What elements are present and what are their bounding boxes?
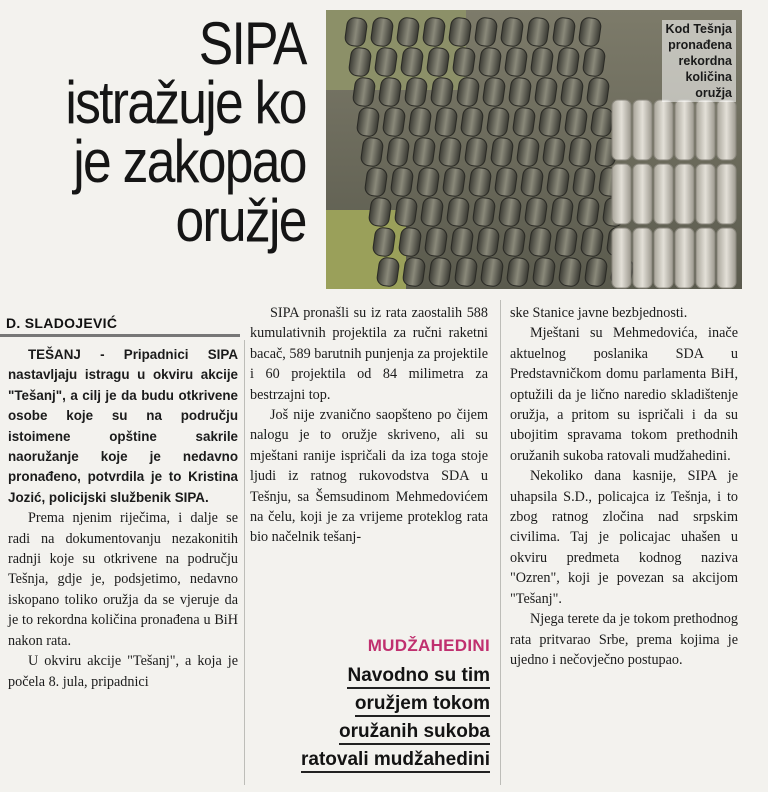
projectile-shape: [508, 77, 532, 108]
powder-bag-shape: [633, 164, 652, 224]
projectile-shape: [352, 77, 376, 108]
powder-bag-shape: [654, 100, 673, 160]
headline-line-2: istražuje ko: [65, 69, 306, 136]
projectile-shape: [402, 257, 426, 288]
projectile-shape: [376, 257, 400, 288]
projectile-shape: [478, 47, 502, 78]
projectile-shape: [590, 107, 614, 138]
paragraph: U okviru akcije "Tešanj", a koja je počela 8. jula, pripadnici: [8, 653, 238, 690]
photo-caption: [662, 20, 736, 102]
column-2: [250, 303, 488, 548]
article-photo: [326, 10, 742, 289]
projectile-shape: [556, 47, 580, 78]
projectile-shape: [408, 107, 432, 138]
projectile-shape: [582, 47, 606, 78]
projectile-shape: [382, 107, 406, 138]
byline-rule: [0, 334, 240, 337]
projectile-shape: [552, 17, 576, 48]
projectile-shape: [576, 197, 600, 228]
projectile-shape: [364, 167, 388, 198]
powder-bag-shape: [675, 228, 694, 288]
projectile-shape: [500, 17, 524, 48]
projectile-shape: [420, 197, 444, 228]
projectile-shape: [524, 197, 548, 228]
powder-bag-shape: [612, 228, 631, 288]
projectile-shape: [486, 107, 510, 138]
projectile-shape: [394, 197, 418, 228]
pullquote-line: Navodno su tim: [347, 665, 490, 689]
column-divider: [500, 300, 501, 785]
projectile-shape: [344, 17, 368, 48]
lead-paragraph: TEŠANJ - Pripadnici SIPA nastavljaju istragu u okviru akcije "Tešanj", a cilj je da budu otkrivene osobe koje su na području istoimene opštine sakrile naoružanje koje je nedavno pronađeno, potvrdila je to Kristina Jozić, policijski službenik SIPA.: [8, 347, 238, 505]
projectile-shape: [464, 137, 488, 168]
powder-bag-shape: [696, 228, 715, 288]
pullquote-text: [268, 662, 490, 774]
projectile-shape: [348, 47, 372, 78]
projectile-shape: [490, 137, 514, 168]
projectile-shape: [412, 137, 436, 168]
pullquote-label: MUDŽAHEDINI: [367, 636, 490, 655]
projectile-shape: [422, 17, 446, 48]
projectile-shape: [494, 167, 518, 198]
projectile-shape: [372, 227, 396, 258]
projectile-shape: [428, 257, 452, 288]
headline: [44, 10, 316, 254]
projectile-shape: [476, 227, 500, 258]
caption-line: pronađena: [668, 38, 732, 52]
headline-line-1: SIPA: [198, 10, 306, 77]
projectile-shape: [516, 137, 540, 168]
caption-line: rekordna: [678, 54, 732, 68]
bleed-through-text: [0, 250, 330, 306]
projectile-shape: [538, 107, 562, 138]
pullquote-line: oružjem tokom: [355, 693, 490, 717]
pullquote-line: oružanih sukoba: [339, 721, 490, 745]
projectile-shape: [386, 137, 410, 168]
caption-line: Kod Tešnja: [665, 22, 732, 36]
powder-bag-shape: [696, 100, 715, 160]
paragraph: Još nije zvanično saopšteno po čijem nalogu je to oružje skriveno, ali su mještani ranije ispričali da iza toga stoje ljudi iz ratnog rukovodstva SDA u Tešnju, sa Šemsudinom Mehmedovićem na čelu, koji je za vrijeme proteklog rata bio načelnik tešanj-: [250, 407, 488, 546]
projectile-shape: [378, 77, 402, 108]
caption-line: oružja: [695, 86, 732, 100]
projectile-shape: [498, 197, 522, 228]
projectile-shape: [482, 77, 506, 108]
powder-bag-shape: [717, 100, 736, 160]
projectile-shape: [526, 17, 550, 48]
projectile-shape: [456, 77, 480, 108]
projectile-shape: [564, 107, 588, 138]
projectile-shape: [468, 167, 492, 198]
projectile-shape: [434, 107, 458, 138]
powder-bag-shape: [717, 164, 736, 224]
projectile-shape: [450, 227, 474, 258]
powder-bag-shape: [717, 228, 736, 288]
powder-bag-shape: [696, 164, 715, 224]
projectile-shape: [452, 47, 476, 78]
projectile-shape: [446, 197, 470, 228]
paragraph: ske Stanice javne bezbjednosti.: [510, 305, 688, 321]
projectile-shape: [438, 137, 462, 168]
projectile-shape: [460, 107, 484, 138]
powder-bag-shape: [654, 164, 673, 224]
projectile-shape: [480, 257, 504, 288]
powder-bag-shape: [633, 228, 652, 288]
projectile-shape: [512, 107, 536, 138]
projectile-shape: [360, 137, 384, 168]
projectile-shape: [474, 17, 498, 48]
projectile-shape: [472, 197, 496, 228]
projectile-shape: [398, 227, 422, 258]
pullquote: [268, 636, 490, 774]
projectile-shape: [502, 227, 526, 258]
column-3: [510, 303, 738, 670]
projectile-shape: [416, 167, 440, 198]
projectile-shape: [396, 17, 420, 48]
projectile-shape: [586, 77, 610, 108]
projectile-shape: [580, 227, 604, 258]
projectile-shape: [368, 197, 392, 228]
caption-line: količina: [685, 70, 732, 84]
projectile-shape: [424, 227, 448, 258]
projectile-shape: [370, 17, 394, 48]
powder-bag-shape: [654, 228, 673, 288]
projectile-shape: [448, 17, 472, 48]
paragraph: SIPA pronašli su iz rata zaostalih 588 kumulativnih projektila za ručni raketni bacač, 589 barutnih punjenja za projektile i 60 projektila od 84 milimetra za bestrzajni top.: [250, 305, 488, 403]
powder-bag-shape: [675, 100, 694, 160]
column-divider: [244, 340, 245, 785]
projectile-shape: [578, 17, 602, 48]
projectile-shape: [554, 227, 578, 258]
projectile-shape: [404, 77, 428, 108]
projectile-shape: [506, 257, 530, 288]
byline: D. SLADOJEVIĆ: [6, 315, 118, 331]
projectile-shape: [442, 167, 466, 198]
projectile-shape: [532, 257, 556, 288]
powder-bag-shape: [633, 100, 652, 160]
projectile-shape: [568, 137, 592, 168]
projectile-shape: [584, 257, 608, 288]
headline-line-3: je zakopao: [73, 128, 306, 195]
paragraph: Njega terete da je tokom prethodnog rata pritvarao Srbe, prema kojima je ujedno i nečovječno postupao.: [510, 611, 738, 668]
headline-line-4: oružje: [175, 187, 306, 254]
powder-bag-shape: [675, 164, 694, 224]
paragraph: Nekoliko dana kasnije, SIPA je uhapsila S.D., policajca iz Tešnja, i to zbog ratnog zločina nad srpskim civilima. Taj je policajac uhašen u okviru predmeta kodnog naziva "Ozren", koji je povezan sa akcijom "Tešanj".: [510, 468, 738, 607]
projectile-shape: [528, 227, 552, 258]
projectile-shape: [504, 47, 528, 78]
projectile-shape: [374, 47, 398, 78]
projectile-shape: [390, 167, 414, 198]
paragraph: Prema njenim riječima, i dalje se radi na dokumentovanju nezakonitih radnji koje su otkrivene na području Tešnja, gdje je, podsjetimo, nedavno iskopano toliko oružja da se vjeruje da je to rekordna količina pronađena u BiH nakon rata.: [8, 510, 238, 649]
powder-bag-shape: [612, 164, 631, 224]
projectile-shape: [550, 197, 574, 228]
column-1: [8, 345, 238, 692]
projectile-shape: [560, 77, 584, 108]
projectile-shape: [546, 167, 570, 198]
projectile-shape: [558, 257, 582, 288]
projectile-shape: [530, 47, 554, 78]
projectile-shape: [454, 257, 478, 288]
projectile-shape: [356, 107, 380, 138]
projectile-shape: [542, 137, 566, 168]
projectile-shape: [400, 47, 424, 78]
projectile-shape: [534, 77, 558, 108]
projectile-shape: [572, 167, 596, 198]
projectile-shape: [426, 47, 450, 78]
powder-bag-shape: [612, 100, 631, 160]
pullquote-line: ratovali mudžahedini: [301, 749, 490, 773]
paragraph: Mještani su Mehmedovića, inače aktuelnog poslanika SDA u Predstavničkom domu parlamenta BiH, optužili da je lično naredio skladištenje oružja, a pritom su ispričali i da su ubojitim spravama tokom prethodnih oružanih sukoba ratovali mudžahedini.: [510, 325, 738, 464]
projectile-shape: [520, 167, 544, 198]
projectile-shape: [430, 77, 454, 108]
